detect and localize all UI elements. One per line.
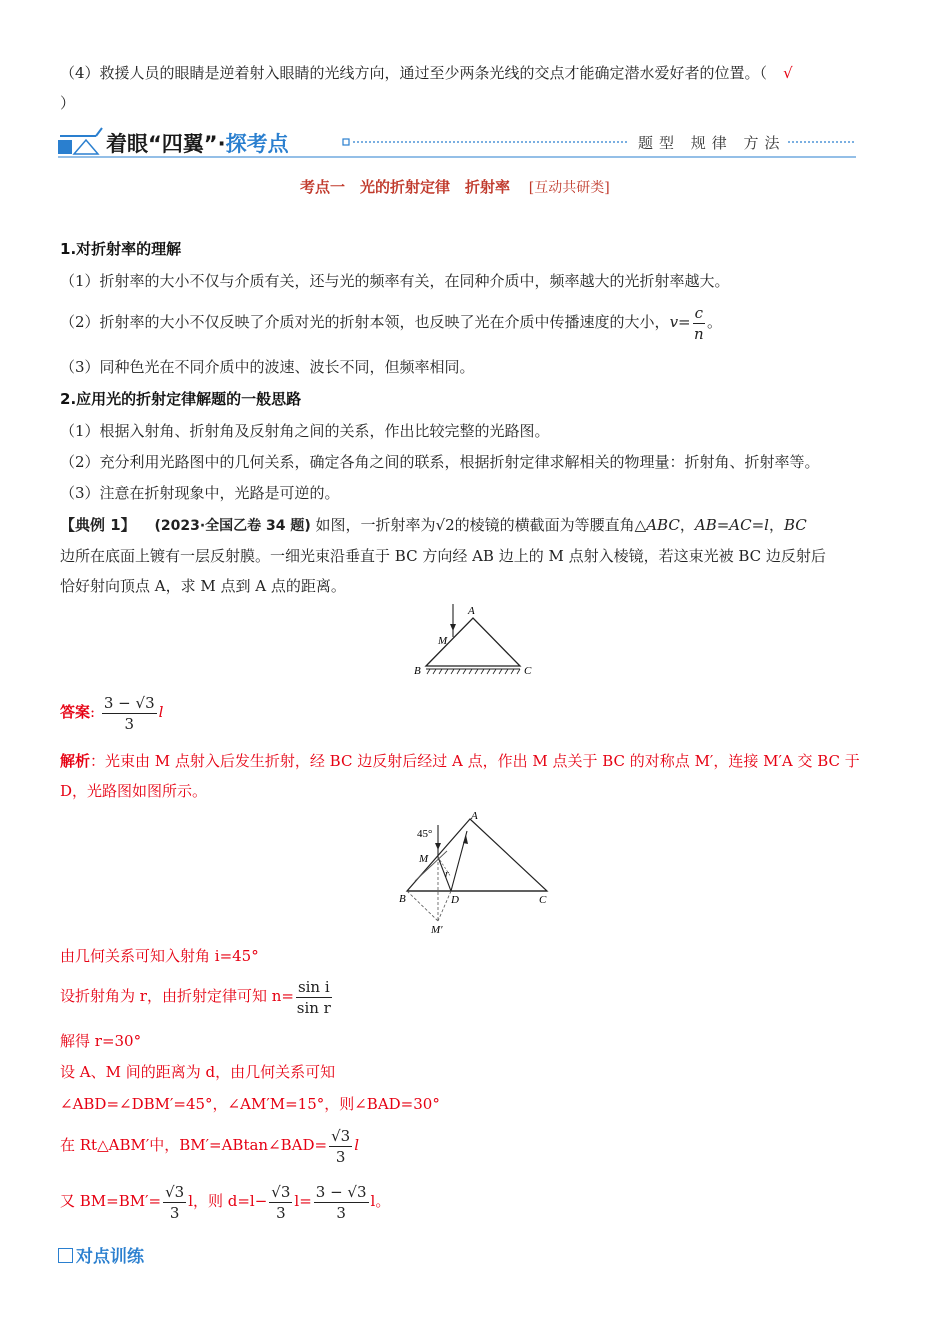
- analysis-label: 解析: [60, 752, 91, 770]
- answer-fraction: $\frac{3 - √3}{3}$: [103, 693, 155, 733]
- svg-text:M′: M′: [431, 924, 443, 935]
- solution-step-1: 由几何关系可知入射角 i=45°: [60, 947, 259, 965]
- svg-text:B: B: [414, 665, 421, 677]
- solution-step-6: 在 Rt△ABM′中，BM′=ABtan∠BAD= $\frac{√3}{3}$ l: [60, 1126, 360, 1166]
- svg-text:B: B: [399, 893, 406, 905]
- training-heading: 对点训练: [58, 1242, 144, 1267]
- fraction-sqrt3-over-3: $\frac{√3}{3}$: [331, 1126, 351, 1166]
- answer: 答案: $\frac{3 - √3}{3}$ l: [60, 693, 164, 733]
- svg-text:A: A: [471, 810, 478, 822]
- analysis-line2: D，光路图如图所示。: [60, 782, 208, 800]
- prism-figure: [408, 604, 548, 680]
- svg-text:C: C: [539, 894, 547, 906]
- section-tag: [互动共研类]: [528, 180, 610, 196]
- section-title: 考点一 光的折射定律 折射率 [互动共研类]: [300, 178, 610, 196]
- light-path-figure: [395, 805, 565, 935]
- example-line2: 边所在底面上镀有一层反射膜。一细光束沿垂直于 BC 方向经 AB 边上的 M 点射入棱镜，若这束光被 BC 边反射后: [60, 547, 826, 565]
- banner-subtitle: 题型 规律 方法: [638, 134, 786, 152]
- part1-item2: （2）折射率的大小不仅反映了介质对光的折射本领，也反映了光在介质中传播速度的大小，v= $\frac{c}{n}$ 。: [60, 303, 723, 343]
- solution-step-4: 设 A、M 间的距离为 d，由几何关系可知: [60, 1063, 336, 1081]
- svg-text:r: r: [445, 869, 449, 880]
- heading-1: 1.对折射率的理解: [60, 240, 182, 258]
- part1-item3: （3）同种色光在不同介质中的波速、波长不同，但频率相同。: [60, 358, 475, 376]
- svg-text:A: A: [468, 605, 475, 617]
- example-label: 【典例 1】: [60, 516, 136, 534]
- previous-item-close: ）: [60, 94, 76, 112]
- solution-step-5: ∠ABD=∠DBM′=45°，∠AM′M=15°，则∠BAD=30°: [60, 1095, 440, 1113]
- solution-step-7: 又 BM=BM′= $\frac{√3}{3}$ l，则 d=l− $\frac{√3}{3}$ l= $\frac{3 - √3}{3}$ l。: [60, 1182, 391, 1222]
- answer-label: 答案: [60, 703, 91, 721]
- example-source: (2023·全国乙卷 34 题): [154, 518, 311, 534]
- analysis-line1: 解析：光束由 M 点射入后发生折射，经 BC 边反射后经过 A 点，作出 M 点关于 BC 的对称点 M′，连接 M′A 交 BC 于: [60, 752, 860, 770]
- svg-text:M: M: [419, 853, 429, 865]
- part1-item1: （1）折射率的大小不仅与介质有关，还与光的频率有关，在同种介质中，频率越大的光折射率越大。: [60, 272, 730, 290]
- check-mark: √: [783, 64, 793, 82]
- svg-text:D: D: [451, 894, 459, 906]
- snell-fraction: $\frac{\text{sin i}}{\text{sin r}}$: [296, 977, 331, 1017]
- banner-title: 着眼“四翼”·探考点: [106, 132, 289, 156]
- svg-text:45°: 45°: [417, 828, 433, 840]
- part2-item1: （1）根据入射角、折射角及反射角之间的关系，作出比较完整的光路图。: [60, 422, 550, 440]
- checkbox-icon: [58, 1248, 73, 1263]
- part2-item3: （3）注意在折射现象中，光路是可逆的。: [60, 484, 340, 502]
- example-line3: 恰好射向顶点 A，求 M 点到 A 点的距离。: [60, 577, 346, 595]
- section-banner: [58, 124, 858, 160]
- svg-text:M: M: [438, 635, 448, 647]
- heading-2: 2.应用光的折射定律解题的一般思路: [60, 390, 302, 408]
- example-line1: 【典例 1】 (2023·全国乙卷 34 题) 如图，一折射率为√2的棱镜的横截面为等腰直角△ABC，AB=AC=l，BC: [60, 516, 807, 534]
- fraction-c-over-n: $\frac{c}{n}$: [693, 303, 704, 343]
- solution-step-3: 解得 r=30°: [60, 1032, 142, 1050]
- solution-step-2: 设折射角为 r，由折射定律可知 n= $\frac{\text{sin i}}{\text{sin r}}$: [60, 977, 331, 1017]
- previous-item-line: （4）救援人员的眼睛是逆着射入眼睛的光线方向，通过至少两条光线的交点才能确定潜水爱好者的位置。（ √: [60, 64, 793, 82]
- part2-item2: （2）充分利用光路图中的几何关系，确定各角之间的联系，根据折射定律求解相关的物理量：折射角、折射率等。: [60, 453, 820, 471]
- svg-text:C: C: [524, 665, 532, 677]
